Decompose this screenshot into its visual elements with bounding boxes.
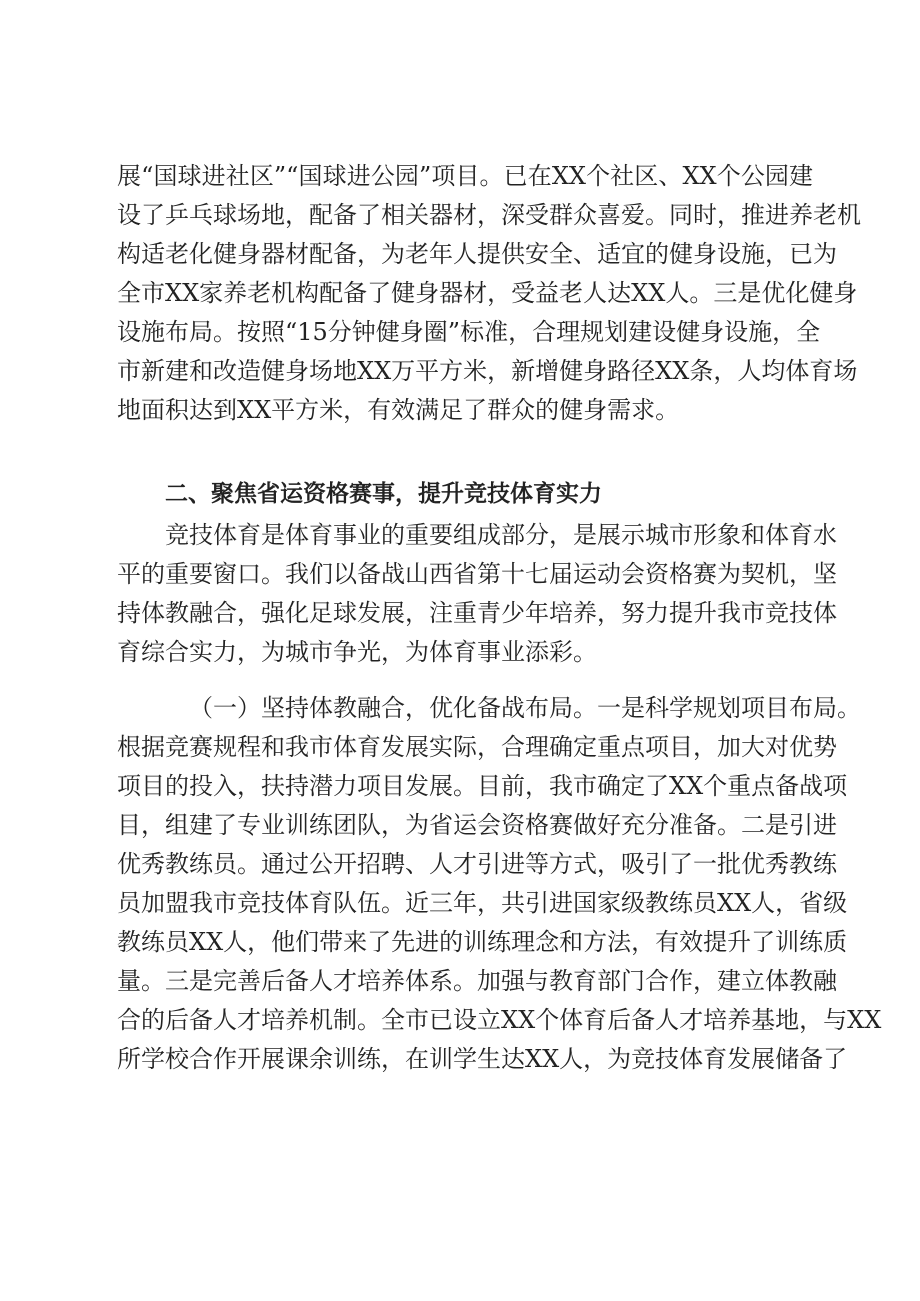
text-line: 展“国球进社区”“国球进公园”项目。已在XX个社区、XX个公园建 bbox=[117, 162, 813, 190]
text-line: 合的后备人才培养机制。全市已设立XX个体育后备人才培养基地，与XX bbox=[117, 1006, 882, 1034]
text-line: 育综合实力，为城市争光，为体育事业添彩。 bbox=[117, 638, 597, 666]
text-line: 优秀教练员。通过公开招聘、人才引进等方式，吸引了一批优秀教练 bbox=[117, 850, 837, 878]
text-line: 员加盟我市竞技体育队伍。近三年，共引进国家级教练员XX人，省级 bbox=[117, 889, 848, 917]
text-line: 市新建和改造健身场地XX万平方米，新增健身路径XX条，人均体育场 bbox=[117, 357, 858, 385]
text-line: 地面积达到XX平方米，有效满足了群众的健身需求。 bbox=[117, 396, 680, 424]
text-line: 设施布局。按照“15分钟健身圈”标准，合理规划建设健身设施，全 bbox=[117, 318, 821, 346]
text-line: 项目的投入，扶持潜力项目发展。目前，我市确定了XX个重点备战项 bbox=[117, 772, 848, 800]
text-line: 教练员XX人，他们带来了先进的训练理念和方法，有效提升了训练质 bbox=[117, 928, 848, 956]
paragraph-2 bbox=[117, 516, 837, 672]
paragraph-3 bbox=[117, 689, 882, 1079]
section-2 bbox=[117, 475, 813, 514]
text-line: 平的重要窗口。我们以备战山西省第十七届运动会资格赛为契机，坚 bbox=[117, 560, 837, 588]
section-heading: 二、聚焦省运资格赛事，提升竞技体育实力 bbox=[165, 481, 602, 507]
paragraph-1 bbox=[117, 157, 861, 430]
text-line: 根据竞赛规程和我市体育发展实际，合理确定重点项目，加大对优势 bbox=[117, 733, 837, 761]
text-line: 持体教融合，强化足球发展，注重青少年培养，努力提升我市竞技体 bbox=[117, 599, 837, 627]
text-line: 量。三是完善后备人才培养体系。加强与教育部门合作，建立体教融 bbox=[117, 967, 837, 995]
text-line: 设了乒乓球场地，配备了相关器材，深受群众喜爱。同时，推进养老机 bbox=[117, 201, 861, 229]
text-line: 构适老化健身器材配备，为老年人提供安全、适宜的健身设施，已为 bbox=[117, 240, 837, 268]
text-line: （一）坚持体教融合，优化备战布局。一是科学规划项目布局。 bbox=[189, 694, 861, 722]
text-line: 竞技体育是体育事业的重要组成部分，是展示城市形象和体育水 bbox=[165, 521, 837, 549]
text-line: 目，组建了专业训练团队，为省运会资格赛做好充分准备。二是引进 bbox=[117, 811, 837, 839]
text-line: 全市XX家养老机构配备了健身器材，受益老人达XX人。三是优化健身 bbox=[117, 279, 858, 307]
text-line: 所学校合作开展课余训练，在训学生达XX人，为竞技体育发展储备了 bbox=[117, 1045, 848, 1073]
